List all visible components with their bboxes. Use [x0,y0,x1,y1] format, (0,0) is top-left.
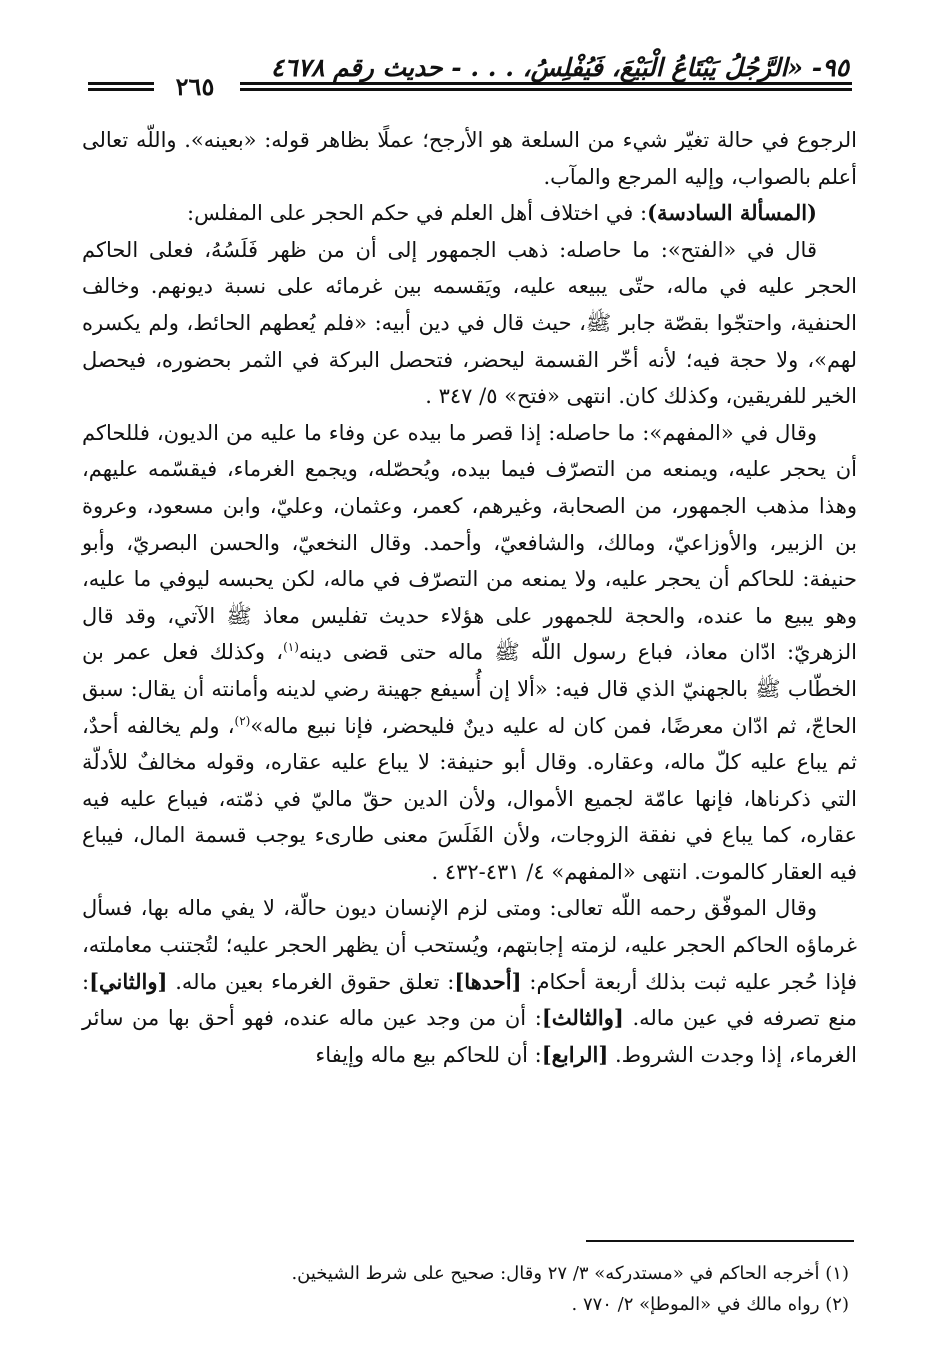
paragraph-4-part-c: ، ولم يخالفه أحدٌ، ثم يباع عليه كلّ ماله، وعقاره. وقال أبو حنيفة: لا يباع عليه عقاره، وقوله مخالفٌ للأدلّة التي ذكرناها، فإنها عامّة لجميع الأموال، ولأن الدين حقّ ماليّ في ذمّته، فيباع عليه فيه عقاره، كما يباع في نفقة الزوجات، ولأن الفَلَسَ معنى طارىء يوجب قسمة المال، فيباع فيه العقار كالموت. انتهى «المفهم» ٤/ ٤٣١-٤٣٢ . [82,713,857,884]
ruling-text-2: : منع تصرفه في عين ماله. [82,969,858,1031]
footnote-separator [586,1240,854,1242]
section-heading: (المسألة السادسة) [647,200,817,226]
ruling-label-4: [الرابع] [541,1041,609,1067]
paragraph-2 [82,195,857,232]
section-heading-text: : في اختلاف أهل العلم في حكم الحجر على المفلس: [187,201,648,226]
paragraph-4 [82,415,857,891]
footnotes [149,1258,849,1320]
ruling-text-1: : تعلق حقوق الغرماء بعين ماله. [167,969,455,994]
ruling-label-2: [والثاني] [89,968,168,994]
header-double-rule [240,82,852,96]
footnote-2: (٢) رواه مالك في «الموطإ» ٢/ ٧٧٠ . [571,1294,849,1315]
paragraph-1: الرجوع في حالة تغيّر شيء من السلعة هو الأرجح؛ عملًا بظاهر قوله: «بعينه». واللّه تعالى أعلم بالصواب، وإليه المرجع والمآب. [82,128,857,189]
footnote-1: (١) أخرجه الحاكم في «مستدركه» ٣/ ٢٧ وقال: صحيح على شرط الشيخين. [291,1263,849,1284]
header-short-rule [88,82,154,96]
main-text [82,122,857,1073]
ruling-text-3: : أن من وجد عين ماله عنده، فهو أحق بها من سائر الغرماء، إذا وجدت الشروط. [82,1006,857,1067]
ruling-label-3: [والثالث] [541,1005,624,1031]
paragraph-3: قال في «الفتح»: ما حاصله: ذهب الجمهور إلى أن من ظهر فَلَسُهُ، فعلى الحاكم الحجر عليه في ماله، حتّى يبيعه عليه، ويَقسمه بين غرمائه على نسبة ديونهم. وخالف الحنفية، واحتجّوا بقصّة جابر ﷺ، حيث قال في دين أبيه: «فلم يُعطهم الحائط، ولم يكسره لهم»، ولا حجة فيه؛ لأنه أخّر القسمة ليحضر، فتحصل البركة في الثمر بحضوره، فيحصل الخير للفريقين، وكذلك كان. انتهى «فتح» ٥/ ٣٤٧ . [82,237,858,409]
ruling-label-1: [أحدها] [454,968,522,994]
page-number: ٢٦٥ [175,72,215,101]
footnote-ref-1[interactable]: (١) [283,640,299,655]
paragraph-5-intro: وقال الموفّق رحمه اللّه تعالى: ومتى لزم الإنسان ديون حالّة، لا يفي ماله بها، فسأل غرماؤه الحاكم الحجر عليه، لزمته إجابتهم، ويُستحب أن يظهر الحجر عليه؛ لتُجتنب معاملته، فإذا حُجر عليه ثبت بذلك أربعة أحكام: [82,896,857,994]
paragraph-4-part-b: ، وكذلك فعل عمر بن الخطّاب ﷺ بالجهنيّ الذي قال فيه: «ألا إن أُسيفع جهينة رضي لدينه وأمانته أن يقال: سبق الحاجّ، ثم ادّان معرضًا، فمن كان له عليه دينٌ فليحضر، فإنا نبيع ماله» [82,640,858,738]
paragraph-5 [82,890,857,1073]
running-header-title: ٩٥- «الرَّجُلُ يَبْتَاعُ الْبَيْعَ، فَيُفْلِسُ، . . . - حديث رقم ٤٦٧٨ [270,53,849,82]
ruling-text-4: : أن للحاكم بيع ماله وإيفاء [315,1042,542,1067]
footnote-ref-2[interactable]: (٢) [234,713,251,728]
paragraph-4-part-a: وقال في «المفهم»: ما حاصله: إذا قصر ما بيده عن وفاء ما عليه من الديون، فللحاكم أن يحجر عليه، ويمنعه من التصرّف فيما بيده، ويُحصّله، ويجمع الغرماء، فيقسّمه عليهم، وهذا مذهب الجمهور، من الصحابة، وغيرهم، كعمر، وعثمان، وعليّ، وابن مسعود، وعروة بن الزبير، والأوزاعيّ، ومالك، والشافعيّ، وأحمد. وقال النخعيّ، والحسن البصريّ، وأبو حنيفة: للحاكم أن يحجر عليه، ولا يمنعه من التصرّف في ماله، لكن يحبسه ليوفي ما عليه، وهو يبيع ما عنده، والحجة للجمهور على هؤلاء حديث تفليس معاذ ﷺ الآتي، وقد قال الزهريّ: ادّان معاذ، فباع رسول اللّه ﷺ ماله حتى قضى دينه [82,420,857,665]
